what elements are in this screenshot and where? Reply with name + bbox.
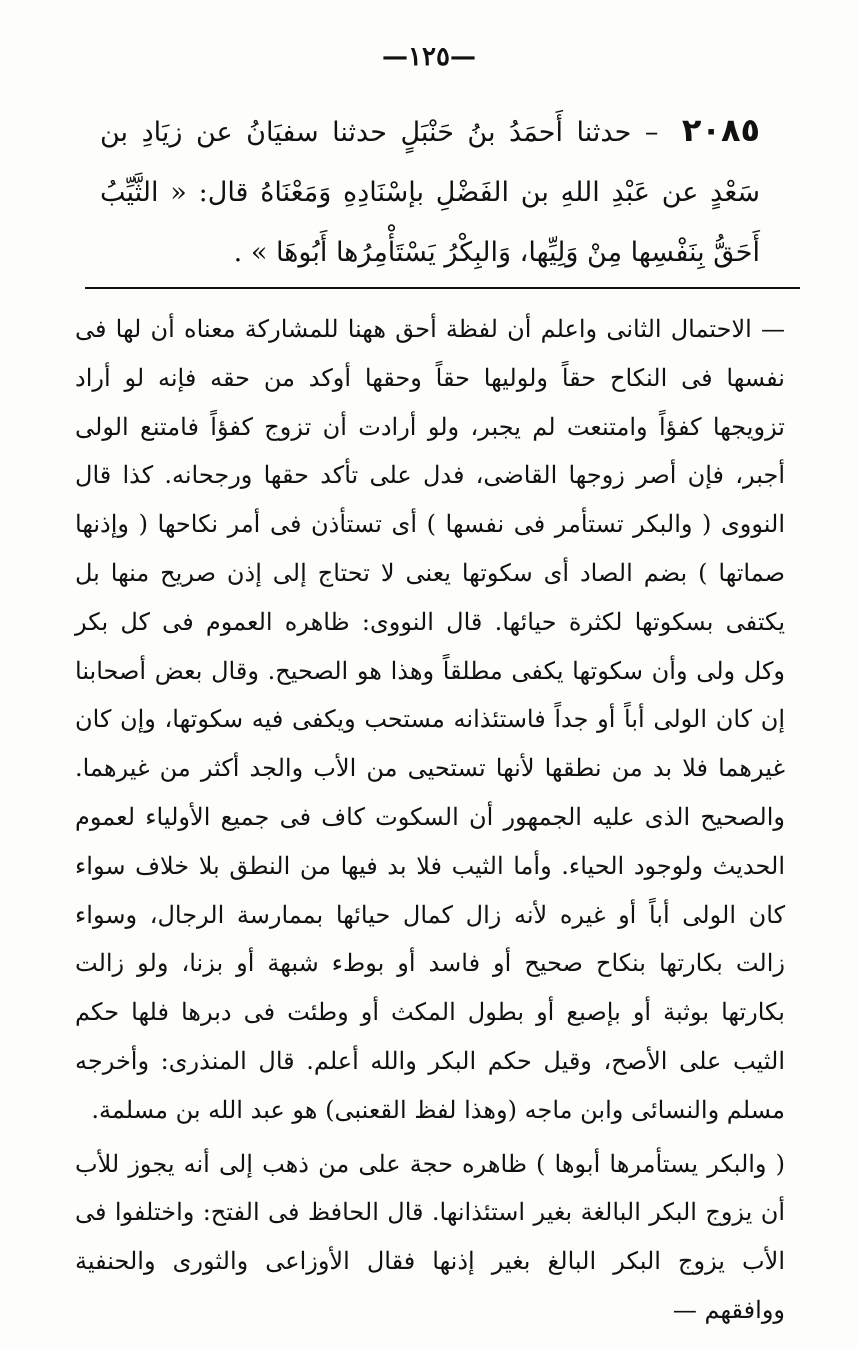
commentary-paragraph-1: — الاحتمال الثانى واعلم أن لفظة أحق ههنا للمشاركة معناه أن لها فى نفسها فى النكاح حقاً ولوليها حقاً وحقها أوكد من حقه فإنه لو أراد تزويجها كفؤاً وامتنعت لم يجبر، ولو أرادت أن تزوج كفؤاً فامتنع الولى أجبر، فإن أصر زوجها القاضى، فدل على تأكد حقها ورجحانه. كذا قال النووى ( والبكر تستأمر فى نفسها ) أى تستأذن فى أمر نكاحها ( وإذنها صماتها ) بضم الصاد أى سكوتها يعنى لا تحتاج إلى إذن صريح منها بل يكتفى بسكوتها لكثرة حيائها. قال النووى: ظاهره العموم فى كل بكر وكل ولى وأن سكوتها يكفى مطلقاً وهذا هو الصحيح. وقال بعض أصحابنا إن كان الولى أباً أو جداً فاستئذانه مستحب ويكفى فيه سكوتها، وإن كان غيرهما فلا بد من نطقها لأنها تستحيى من الأب والجد أكثر من غيرهما. والصحيح الذى عليه الجمهور أن السكوت كاف فى جميع الأولياء لعموم الحديث ولوجود الحياء. وأما الثيب فلا بد فيها من النطق بلا خلاف سواء كان الولى أباً أو غيره لأنه زال كمال حيائها بممارسة الرجال، وسواء زالت بكارتها بنكاح صحيح أو فاسد أو بوطء شبهة أو بزنا، ولو زالت بكارتها بوثبة أو بإصبع أو بطول المكث أو وطئت فى دبرها فلها حكم الثيب على الأصح، وقيل حكم البكر والله أعلم. قال المنذرى: وأخرجه مسلم والنسائى وابن ماجه (وهذا لفظ القعنبى) هو عبد الله بن مسلمة. [75,315,786,1124]
commentary-block [75,305,785,1335]
hadith-text-block [100,100,760,283]
section-divider [85,287,800,289]
page-number: —١٢٥— [382,42,476,72]
hadith-number: ٢٠٨٥ [681,111,760,149]
hadith-text: – حدثنا أَحمَدُ بنُ حَنْبَلٍ حدثنا سفيَانُ عن زيَادِ بن سَعْدٍ عن عَبْدِ اللهِ بن الفَضْلِ بإسْنَادِهِ وَمَعْنَاهُ قال: « الثَّيِّبُ أَحَقُّ بِنَفْسِها مِنْ وَلِيِّها، وَالبِكْرُ يَسْتَأْمِرُها أَبُوهَا » . [100,117,760,268]
commentary-paragraph-2: ( والبكر يستأمرها أبوها ) ظاهره حجة على من ذهب إلى أنه يجوز للأب أن يزوج البكر البالغة بغير استئذانها. قال الحافظ فى الفتح: واختلفوا فى الأب يزوج البكر البالغ بغير إذنها فقال الأوزاعى والثورى والحنفية ووافقهم — [75,1149,785,1324]
